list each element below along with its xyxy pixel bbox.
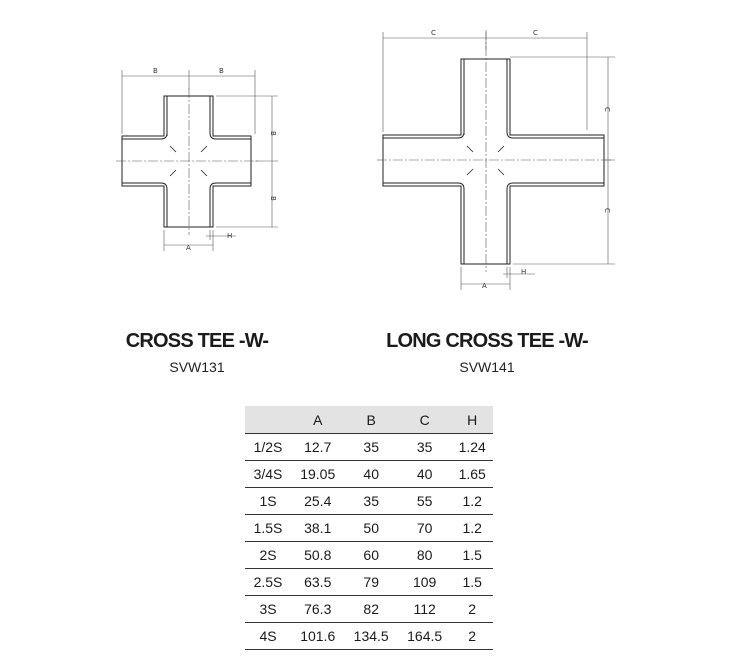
cell-b: 35 (344, 488, 397, 515)
cell-c: 35 (398, 434, 451, 461)
header-b: B (344, 406, 397, 434)
table-row (245, 461, 493, 488)
cell-h: 1.2 (451, 488, 493, 515)
cell-c: 112 (398, 596, 451, 623)
table-row (245, 569, 493, 596)
table-row (245, 515, 493, 542)
cell-h: 2 (451, 623, 493, 650)
cross-tee-title: CROSS TEE -W- (125, 330, 269, 352)
cell-c: 109 (398, 569, 451, 596)
dim-b-right-upper: B (269, 131, 277, 136)
dim-c-top-left: C (431, 29, 436, 37)
header-c: C (398, 406, 451, 434)
dim-h: H (521, 268, 527, 276)
cell-h: 1.2 (451, 515, 493, 542)
cell-b: 82 (344, 596, 397, 623)
long-cross-tee-drawing (365, 0, 730, 320)
cell-size: 1/2S (245, 434, 291, 461)
cell-h: 1.5 (451, 542, 493, 569)
cell-size: 1.5S (245, 515, 291, 542)
cell-size: 3/4S (245, 461, 291, 488)
cross-tee-outline (122, 96, 251, 227)
cross-tee-drawing (0, 0, 365, 320)
cell-a: 12.7 (291, 434, 344, 461)
cell-h: 1.5 (451, 569, 493, 596)
cell-size: 2S (245, 542, 291, 569)
table-row (245, 434, 493, 461)
cell-b: 79 (344, 569, 397, 596)
cell-size: 1S (245, 488, 291, 515)
table-row (245, 596, 493, 623)
cell-b: 40 (344, 461, 397, 488)
table-row (245, 623, 493, 650)
dim-a: A (482, 282, 487, 290)
dimension-table (245, 406, 493, 650)
cell-a: 38.1 (291, 515, 344, 542)
dim-c-right-lower: C (603, 208, 611, 213)
cell-c: 70 (398, 515, 451, 542)
cell-a: 63.5 (291, 569, 344, 596)
cell-a: 19.05 (291, 461, 344, 488)
long-cross-tee-title: LONG CROSS TEE -W- (386, 330, 588, 352)
dim-b-top-right: B (219, 67, 224, 75)
cell-c: 55 (398, 488, 451, 515)
cell-b: 50 (344, 515, 397, 542)
cell-h: 1.24 (451, 434, 493, 461)
dim-a: A (186, 244, 191, 252)
table-header-row (245, 406, 493, 434)
cross-tee-svg (0, 0, 365, 320)
cell-c: 40 (398, 461, 451, 488)
cell-b: 60 (344, 542, 397, 569)
cell-b: 35 (344, 434, 397, 461)
cell-b: 134.5 (344, 623, 397, 650)
header-h: H (451, 406, 493, 434)
long-cross-tee-outline (383, 59, 604, 264)
table-body (245, 434, 493, 650)
long-cross-tee-code: SVW141 (459, 359, 515, 375)
cell-h: 2 (451, 596, 493, 623)
dim-c-top-right: C (533, 29, 538, 37)
cell-a: 76.3 (291, 596, 344, 623)
dim-c-right-upper: C (603, 107, 611, 112)
header-size (245, 406, 291, 434)
table-row (245, 488, 493, 515)
cell-c: 80 (398, 542, 451, 569)
table-row (245, 542, 493, 569)
cell-c: 164.5 (398, 623, 451, 650)
cell-size: 4S (245, 623, 291, 650)
cell-a: 101.6 (291, 623, 344, 650)
cell-size: 3S (245, 596, 291, 623)
cell-a: 50.8 (291, 542, 344, 569)
cell-size: 2.5S (245, 569, 291, 596)
dim-b-top-left: B (153, 67, 158, 75)
header-a: A (291, 406, 344, 434)
dim-b-right-lower: B (269, 196, 277, 201)
cell-a: 25.4 (291, 488, 344, 515)
dim-h: H (227, 232, 233, 240)
long-cross-tee-svg (365, 0, 730, 320)
cross-tee-code: SVW131 (169, 359, 225, 375)
cell-h: 1.65 (451, 461, 493, 488)
